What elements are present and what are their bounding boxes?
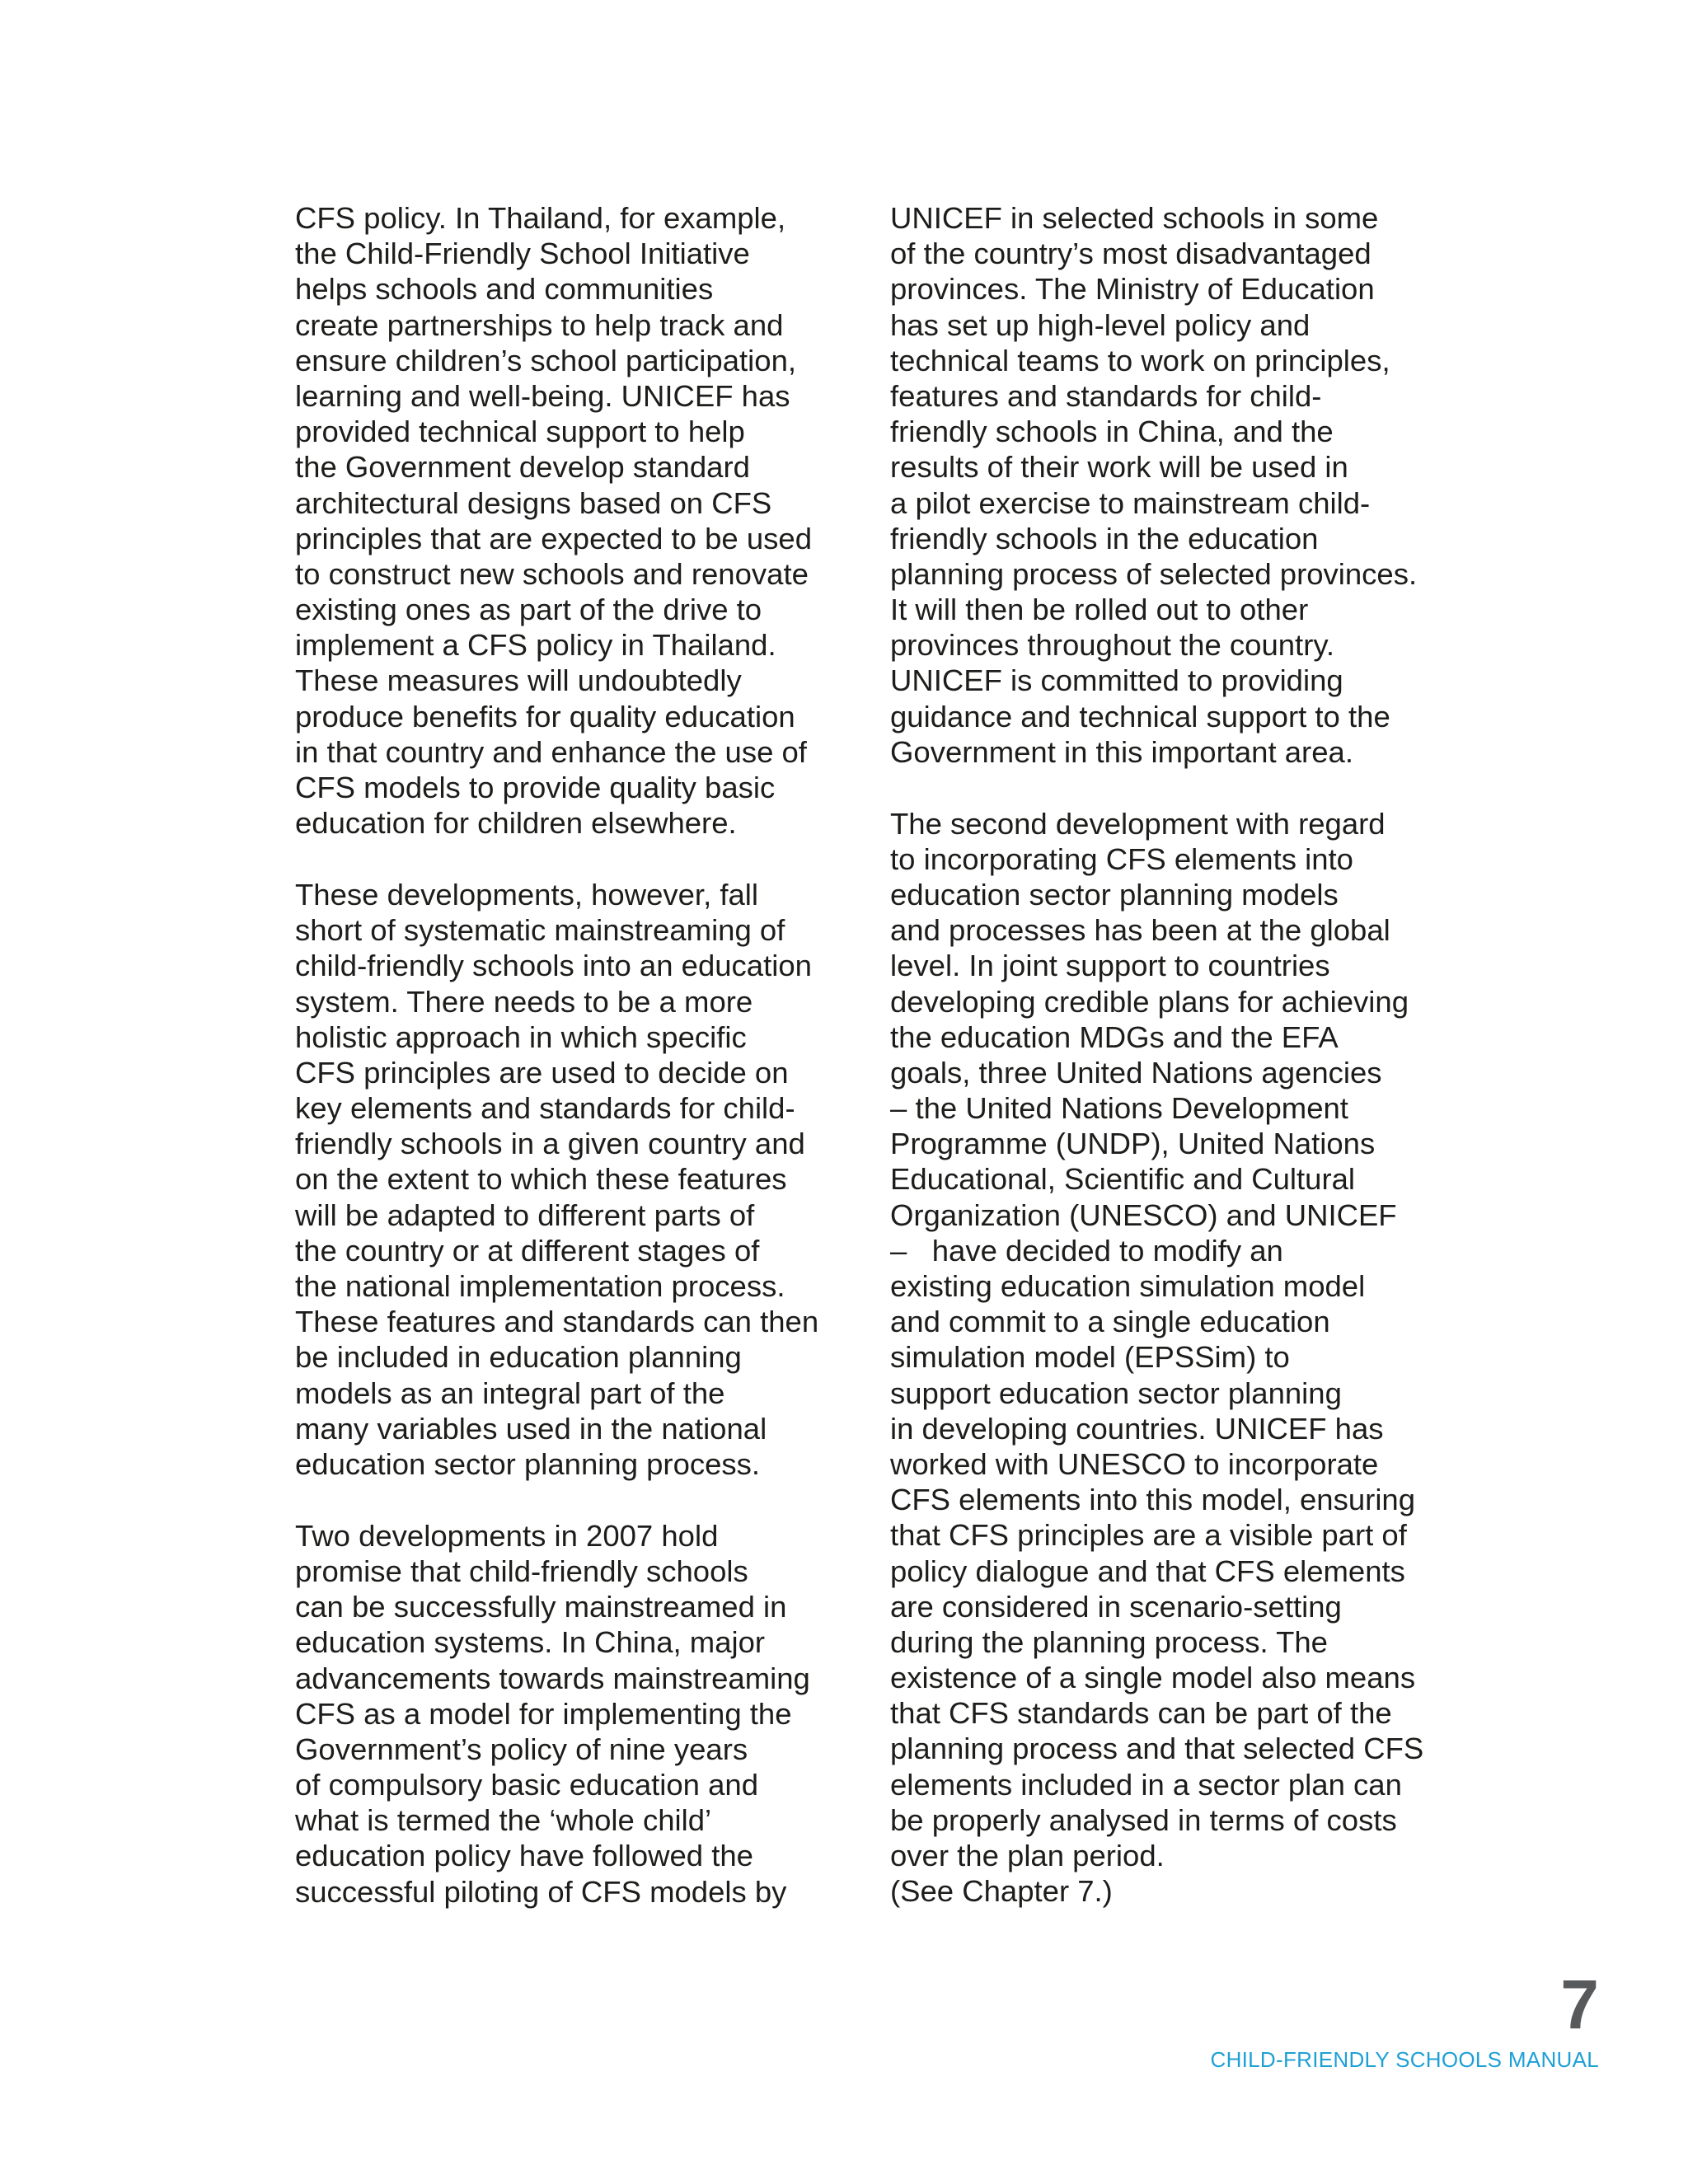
text-line: Government’s policy of nine years bbox=[295, 1732, 748, 1766]
text-line: education policy have followed the bbox=[295, 1839, 753, 1873]
text-line: planning process of selected provinces. bbox=[890, 556, 1418, 591]
text-line: support education sector planning bbox=[890, 1376, 1342, 1410]
text-line: friendly schools in the education bbox=[890, 521, 1319, 555]
text-line: system. There needs to be a more bbox=[295, 984, 753, 1019]
text-line: the education MDGs and the EFA bbox=[890, 1019, 1339, 1054]
text-line: These features and standards can then bbox=[295, 1305, 819, 1339]
text-line: be included in education planning bbox=[295, 1340, 742, 1375]
text-line: create partnerships to help track and bbox=[295, 307, 784, 342]
text-line: that CFS standards can be part of the bbox=[890, 1696, 1392, 1731]
text-line: holistic approach in which specific bbox=[295, 1019, 747, 1054]
text-line: models as an integral part of the bbox=[295, 1376, 725, 1410]
text-line: and processes has been at the global bbox=[890, 913, 1390, 948]
text-line: what is termed the ‘whole child’ bbox=[295, 1803, 712, 1838]
left-text-column bbox=[295, 200, 872, 1910]
text-line: existing education simulation model bbox=[890, 1269, 1366, 1304]
text-line: successful piloting of CFS models by bbox=[295, 1874, 787, 1909]
text-line: and commit to a single education bbox=[890, 1305, 1330, 1339]
text-line: CFS principles are used to decide on bbox=[295, 1055, 789, 1090]
text-line: UNICEF in selected schools in some bbox=[890, 201, 1379, 235]
text-line: elements included in a sector plan can bbox=[890, 1767, 1402, 1802]
text-line: results of their work will be used in bbox=[890, 450, 1348, 485]
text-line: technical teams to work on principles, bbox=[890, 343, 1390, 377]
text-line: provinces throughout the country. bbox=[890, 628, 1335, 663]
text-line: promise that child-friendly schools bbox=[295, 1554, 748, 1588]
text-line: be properly analysed in terms of costs bbox=[890, 1802, 1397, 1837]
text-line: a pilot exercise to mainstream child- bbox=[890, 485, 1371, 520]
paragraph bbox=[295, 200, 872, 841]
text-line: architectural designs based on CFS bbox=[295, 485, 772, 520]
text-line: short of systematic mainstreaming of bbox=[295, 913, 785, 948]
text-line: – the United Nations Development bbox=[890, 1091, 1348, 1126]
text-line: advancements towards mainstreaming bbox=[295, 1661, 810, 1695]
text-line: These developments, however, fall bbox=[295, 877, 759, 912]
text-line: The second development with regard bbox=[890, 806, 1386, 841]
text-line: Educational, Scientific and Cultural bbox=[890, 1162, 1356, 1197]
text-line: during the planning process. The bbox=[890, 1624, 1328, 1659]
text-line: UNICEF is committed to providing bbox=[890, 663, 1343, 698]
text-line: features and standards for child- bbox=[890, 378, 1322, 413]
text-line: provided technical support to help bbox=[295, 415, 745, 449]
text-line: key elements and standards for child- bbox=[295, 1091, 795, 1126]
text-line: the country or at different stages of bbox=[295, 1233, 760, 1268]
text-line: to construct new schools and renovate bbox=[295, 556, 809, 591]
text-line: goals, three United Nations agencies bbox=[890, 1055, 1382, 1090]
paragraph bbox=[295, 877, 872, 1482]
text-line: Two developments in 2007 hold bbox=[295, 1518, 719, 1553]
text-line: produce benefits for quality education bbox=[295, 699, 795, 733]
text-line: worked with UNESCO to incorporate bbox=[890, 1446, 1379, 1481]
text-line: friendly schools in a given country and bbox=[295, 1127, 805, 1161]
text-line: many variables used in the national bbox=[295, 1411, 767, 1446]
manual-title: CHILD-FRIENDLY SCHOOLS MANUAL bbox=[1210, 2047, 1599, 2072]
text-line: CFS elements into this model, ensuring bbox=[890, 1483, 1416, 1517]
text-line: education systems. In China, major bbox=[295, 1625, 766, 1660]
text-line: Government in this important area. bbox=[890, 734, 1353, 769]
page-number: 7 bbox=[1560, 1966, 1599, 2043]
text-line: principles that are expected to be used bbox=[295, 521, 812, 555]
text-line: implement a CFS policy in Thailand. bbox=[295, 628, 776, 663]
text-line: education for children elsewhere. bbox=[295, 806, 737, 841]
paragraph bbox=[890, 806, 1467, 1910]
text-line: child-friendly schools into an education bbox=[295, 949, 812, 983]
text-line: over the plan period. bbox=[890, 1839, 1165, 1873]
text-line: the Government develop standard bbox=[295, 450, 750, 485]
text-line: provinces. The Ministry of Education bbox=[890, 272, 1375, 307]
text-line: education sector planning process. bbox=[295, 1446, 761, 1481]
text-line: It will then be rolled out to other bbox=[890, 593, 1309, 627]
text-line: helps schools and communities bbox=[295, 272, 714, 307]
text-line: CFS as a model for implementing the bbox=[295, 1696, 792, 1731]
text-line: Programme (UNDP), United Nations bbox=[890, 1127, 1376, 1161]
text-line: Organization (UNESCO) and UNICEF bbox=[890, 1197, 1397, 1232]
text-line: developing credible plans for achieving bbox=[890, 984, 1409, 1019]
text-line: guidance and technical support to the bbox=[890, 699, 1390, 733]
text-line: CFS policy. In Thailand, for example, bbox=[295, 201, 786, 235]
text-line: These measures will undoubtedly bbox=[295, 663, 742, 698]
text-line: level. In joint support to countries bbox=[890, 949, 1330, 983]
text-line: CFS models to provide quality basic bbox=[295, 771, 776, 804]
paragraph bbox=[890, 200, 1467, 770]
text-line: in developing countries. UNICEF has bbox=[890, 1411, 1384, 1446]
text-line: existing ones as part of the drive to bbox=[295, 593, 762, 627]
paragraph bbox=[295, 1518, 872, 1910]
text-line: are considered in scenario-setting bbox=[890, 1589, 1342, 1624]
text-line: will be adapted to different parts of bbox=[295, 1197, 755, 1232]
text-line: of compulsory basic education and bbox=[295, 1768, 759, 1802]
text-line: learning and well-being. UNICEF has bbox=[295, 378, 790, 413]
text-line: ensure children’s school participation, bbox=[295, 343, 797, 377]
text-line: in that country and enhance the use of bbox=[295, 734, 807, 769]
text-line: policy dialogue and that CFS elements bbox=[890, 1554, 1405, 1588]
text-line: planning process and that selected CFS bbox=[890, 1732, 1424, 1766]
text-line: existence of a single model also means bbox=[890, 1661, 1416, 1695]
text-line: friendly schools in China, and the bbox=[890, 415, 1334, 449]
text-line: can be successfully mainstreamed in bbox=[295, 1590, 787, 1624]
text-line: (See Chapter 7.) bbox=[890, 1874, 1113, 1909]
text-line: the Child-Friendly School Initiative bbox=[295, 237, 750, 271]
text-line: to incorporating CFS elements into bbox=[890, 841, 1353, 876]
text-line: the national implementation process. bbox=[295, 1269, 785, 1304]
text-line: that CFS principles are a visible part of bbox=[890, 1518, 1407, 1553]
text-line: on the extent to which these features bbox=[295, 1162, 787, 1197]
text-line: education sector planning models bbox=[890, 877, 1339, 912]
text-line: of the country’s most disadvantaged bbox=[890, 237, 1372, 271]
right-text-column bbox=[890, 200, 1467, 1909]
text-line: simulation model (EPSSim) to bbox=[890, 1340, 1290, 1375]
text-line: has set up high-level policy and bbox=[890, 307, 1311, 342]
text-line: – have decided to modify an bbox=[890, 1233, 1283, 1268]
